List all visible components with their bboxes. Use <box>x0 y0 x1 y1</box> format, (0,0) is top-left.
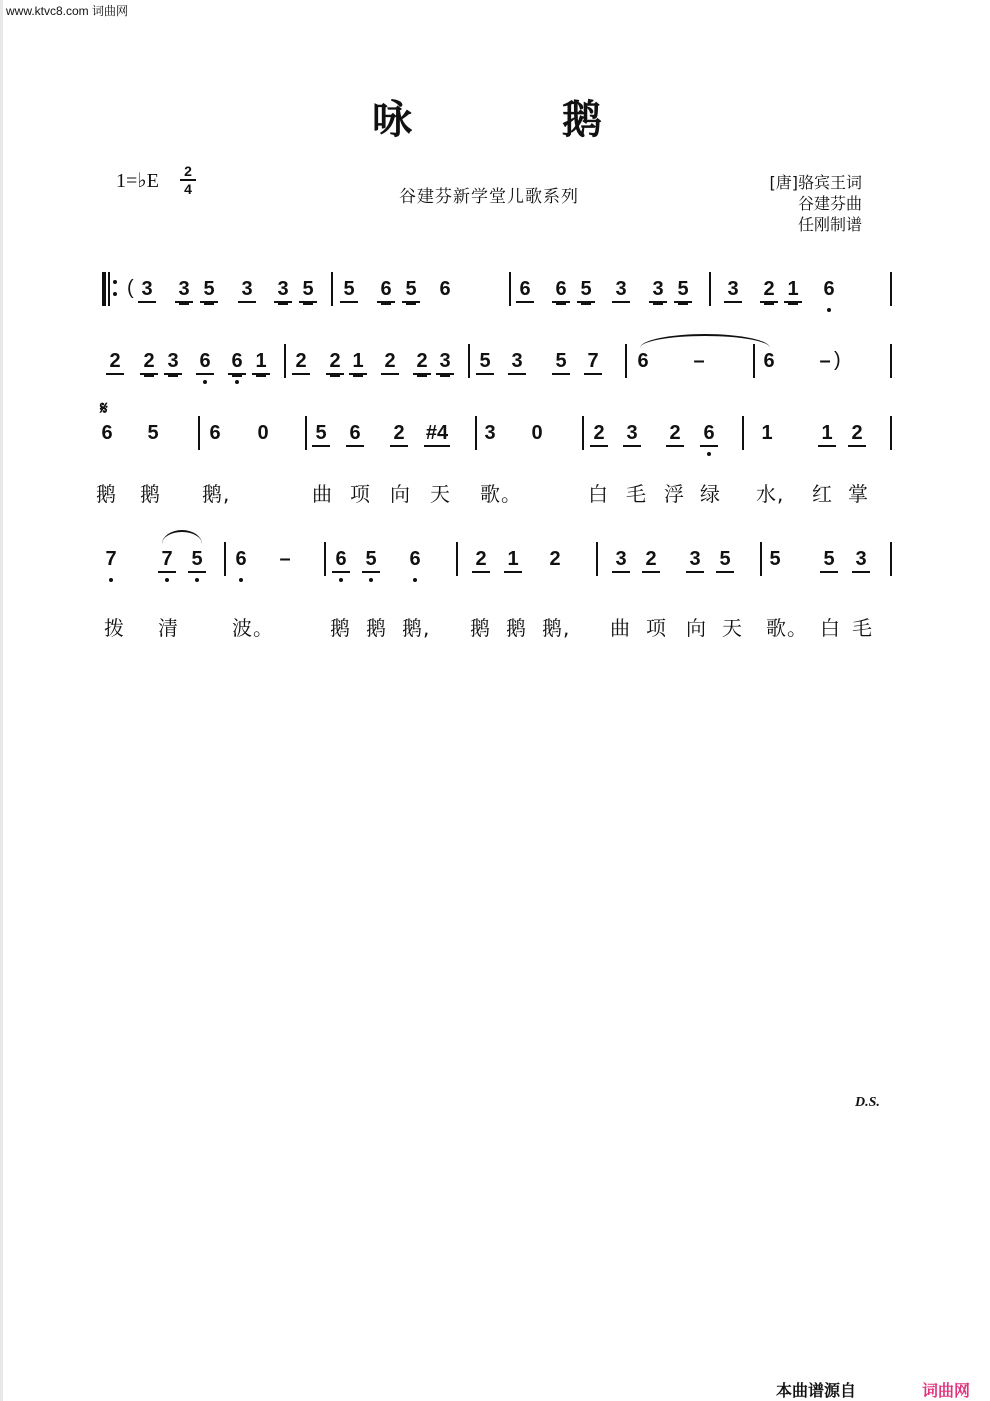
note: 3 <box>623 422 641 447</box>
lyric: 鹅, <box>402 616 431 640</box>
barline <box>305 416 307 450</box>
lyric: 鹅 <box>470 616 491 640</box>
barline <box>742 416 744 450</box>
note: 5 <box>312 422 330 447</box>
score-row-3 <box>100 414 895 454</box>
lyric: 鹅 <box>366 616 387 640</box>
barline <box>890 542 892 576</box>
lyric: 天 <box>430 482 451 506</box>
note: 6 <box>700 422 718 447</box>
lyric: 歌。 <box>480 482 522 506</box>
lyric: 毛 <box>626 482 647 506</box>
meter-bottom: 4 <box>184 181 192 197</box>
lyric: 毛 <box>852 616 873 640</box>
note: 5 <box>402 278 420 303</box>
lyric: 鹅 <box>330 616 351 640</box>
barline <box>198 416 200 450</box>
barline <box>596 542 598 576</box>
barline <box>890 344 892 378</box>
lyric: 曲 <box>312 482 333 506</box>
lyric: 绿 <box>700 482 721 506</box>
lyricist-credit: [唐]骆宾王词 <box>769 173 862 192</box>
barline <box>709 272 711 306</box>
note: 6 <box>763 350 775 372</box>
note: 6 <box>196 350 214 375</box>
note: 2 <box>666 422 684 447</box>
note: 5 <box>476 350 494 375</box>
note: 7 <box>158 548 176 573</box>
lyric: 红 <box>812 482 833 506</box>
lyric: 鹅, <box>542 616 571 640</box>
note: 1 <box>818 422 836 447</box>
note: 2 <box>642 548 660 573</box>
time-signature <box>180 164 196 196</box>
note: 7 <box>584 350 602 375</box>
note: 2 <box>760 278 778 303</box>
note-dash: – <box>819 350 831 372</box>
note: 3 <box>852 548 870 573</box>
lyric: 白 <box>588 482 609 506</box>
note: 2 <box>590 422 608 447</box>
note: 5 <box>200 278 218 303</box>
barline <box>760 542 762 576</box>
note: 1 <box>504 548 522 573</box>
note: 6 <box>516 278 534 303</box>
lyric: 天 <box>722 616 743 640</box>
barline <box>224 542 226 576</box>
tie <box>162 530 202 544</box>
lyric: 向 <box>390 482 411 506</box>
lyric: 波。 <box>232 616 274 640</box>
note: 3 <box>175 278 193 303</box>
lyric: 项 <box>350 482 371 506</box>
lyric: 浮 <box>664 482 685 506</box>
barline <box>625 344 627 378</box>
note: 5 <box>716 548 734 573</box>
barline <box>475 416 477 450</box>
lyric: 项 <box>646 616 667 640</box>
note: 3 <box>508 350 526 375</box>
note: 3 <box>484 422 496 444</box>
note: 5 <box>188 548 206 573</box>
lyric: 水, <box>756 482 785 506</box>
barline <box>509 272 511 306</box>
note: 2 <box>292 350 310 375</box>
score-row-1 <box>100 270 895 310</box>
note: 2 <box>390 422 408 447</box>
dal-segno-mark: D.S. <box>855 1095 880 1110</box>
note: 3 <box>612 278 630 303</box>
note: 6 <box>232 548 250 571</box>
barline <box>890 272 892 306</box>
left-frame <box>0 0 3 1401</box>
lyric: 清 <box>158 616 179 640</box>
lyric: 白 <box>820 616 841 640</box>
note: 1 <box>252 350 270 375</box>
note: 2 <box>140 350 158 375</box>
note: 5 <box>362 548 380 573</box>
transcriber-credit: 任刚制谱 <box>797 215 862 234</box>
score-row-4 <box>100 540 895 580</box>
lyric: 鹅 <box>96 482 117 506</box>
lyric: 鹅 <box>506 616 527 640</box>
lyric: 鹅 <box>140 482 161 506</box>
note: 3 <box>138 278 156 303</box>
note: 6 <box>377 278 395 303</box>
meter-top: 2 <box>184 163 192 179</box>
lyric: 拨 <box>104 616 125 640</box>
brand-logo: 词曲网 <box>922 1381 971 1400</box>
note: 2 <box>413 350 431 375</box>
series-name: 谷建芬新学堂儿歌系列 <box>399 187 579 207</box>
note: 6 <box>406 548 424 571</box>
barline <box>753 344 755 378</box>
note-dash: – <box>693 350 705 372</box>
note: 1 <box>784 278 802 303</box>
lyric: 曲 <box>610 616 631 640</box>
note: 2 <box>549 548 561 570</box>
lyric: 鹅, <box>202 482 231 506</box>
note: 0 <box>257 422 269 444</box>
tie <box>640 334 770 348</box>
barline <box>890 416 892 450</box>
barline <box>456 542 458 576</box>
note: 3 <box>649 278 667 303</box>
lyric: 向 <box>686 616 707 640</box>
score-row-2 <box>100 342 895 382</box>
note-dash: – <box>279 548 291 570</box>
site-watermark: www.ktvc8.com 词曲网 <box>6 4 129 18</box>
composer-credit: 谷建芬曲 <box>797 194 862 213</box>
note: 3 <box>724 278 742 303</box>
note: 3 <box>612 548 630 573</box>
note: 5 <box>674 278 692 303</box>
source-label: 本曲谱源自 <box>776 1381 857 1400</box>
note: 2 <box>472 548 490 573</box>
note: 2 <box>106 350 124 375</box>
note: 1 <box>761 422 773 444</box>
note: 5 <box>769 548 781 570</box>
note: 2 <box>848 422 866 447</box>
key-signature: 1=♭E <box>116 170 159 192</box>
barline <box>331 272 333 306</box>
note-sharp: #4 <box>424 422 450 447</box>
intro-paren-close: ) <box>834 349 841 371</box>
note: 3 <box>436 350 454 375</box>
note: 2 <box>326 350 344 375</box>
note: 6 <box>820 278 838 301</box>
note: 6 <box>228 350 246 375</box>
barline <box>582 416 584 450</box>
intro-paren-open: ( <box>127 277 134 299</box>
note: 6 <box>101 422 113 444</box>
note: 3 <box>274 278 292 303</box>
note: 5 <box>147 422 159 444</box>
note: 6 <box>552 278 570 303</box>
barline <box>284 344 286 378</box>
note: 6 <box>346 422 364 447</box>
note: 6 <box>439 278 451 300</box>
note: 5 <box>577 278 595 303</box>
note: 6 <box>637 350 649 372</box>
barline <box>324 542 326 576</box>
repeat-start-thin <box>108 272 110 306</box>
note: 7 <box>102 548 120 571</box>
repeat-dots <box>113 280 117 300</box>
repeat-start-bar <box>102 272 106 306</box>
note: 2 <box>381 350 399 375</box>
note: 3 <box>164 350 182 375</box>
note: 1 <box>349 350 367 375</box>
note: 5 <box>299 278 317 303</box>
barline <box>468 344 470 378</box>
lyric: 歌。 <box>766 616 808 640</box>
credits <box>770 172 863 235</box>
note: 5 <box>820 548 838 573</box>
lyric: 掌 <box>848 482 869 506</box>
note: 6 <box>332 548 350 573</box>
note: 3 <box>238 278 256 303</box>
note: 5 <box>340 278 358 303</box>
note: 6 <box>209 422 221 444</box>
segno-mark: 𝄋 <box>100 398 108 419</box>
note: 0 <box>531 422 543 444</box>
note: 3 <box>686 548 704 573</box>
note: 5 <box>552 350 570 375</box>
score-title: 咏鹅 <box>372 97 752 143</box>
